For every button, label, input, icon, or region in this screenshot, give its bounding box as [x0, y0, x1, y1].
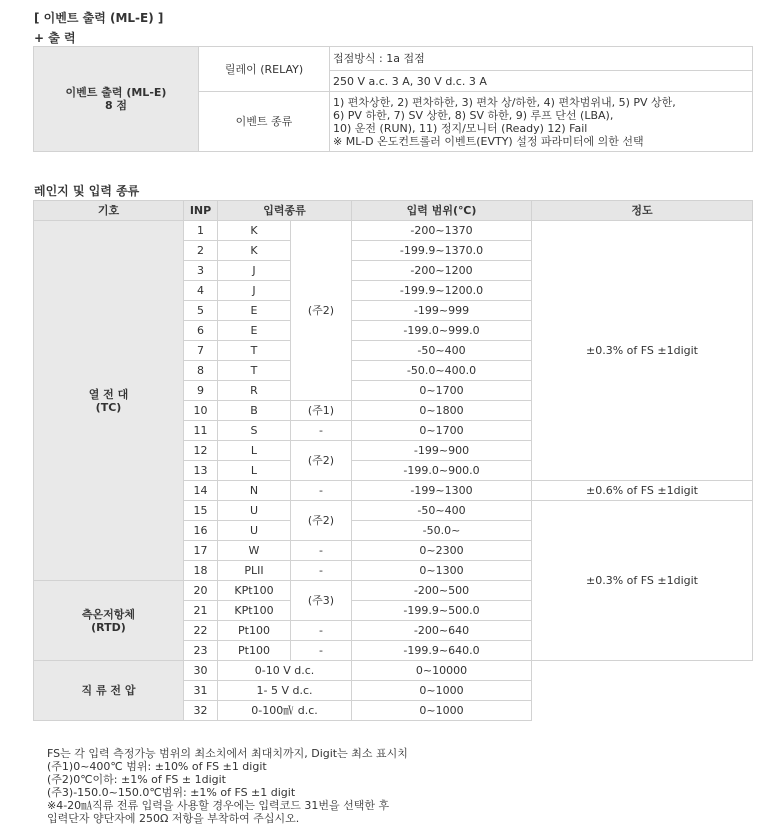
- inp-code-cell: 21: [184, 601, 218, 621]
- inp-code-cell: 4: [184, 281, 218, 301]
- note-ref-cell: -: [291, 641, 352, 661]
- note-ref-cell: (주1): [291, 401, 352, 421]
- input-type-cell: E: [218, 321, 291, 341]
- input-group-label: [34, 221, 184, 581]
- inp-code-cell: 20: [184, 581, 218, 601]
- input-type-cell: U: [218, 521, 291, 541]
- input-range-cell: -50.0~400.0: [352, 361, 532, 381]
- input-range-cell: -199.9~500.0: [352, 601, 532, 621]
- inp-code-cell: 2: [184, 241, 218, 261]
- input-group-label-line1: 직 류 전 압: [81, 684, 136, 697]
- event-output-title: [ 이벤트 출력 (ML-E) ]: [34, 11, 164, 25]
- input-type-cell: J: [218, 261, 291, 281]
- input-range-cell: -199~900: [352, 441, 532, 461]
- input-range-cell: 0~2300: [352, 541, 532, 561]
- input-type-cell: KPt100: [218, 581, 291, 601]
- input-group-label-line2: (RTD): [91, 620, 126, 634]
- inp-code-cell: 8: [184, 361, 218, 381]
- input-range-cell: -199~999: [352, 301, 532, 321]
- input-range-cell: 0~1700: [352, 421, 532, 441]
- event-type-line: 1) 편차상한, 2) 편차하한, 3) 편차 상/하한, 4) 편차범위내, 5) PV 상한,: [333, 95, 676, 109]
- note-ref-cell: -: [291, 421, 352, 441]
- footnote: (주2)0℃이하: ±1% of FS ± 1digit: [47, 773, 226, 786]
- inp-code-cell: 16: [184, 521, 218, 541]
- note-ref-cell: -: [291, 561, 352, 581]
- input-type-cell: L: [218, 441, 291, 461]
- input-type-cell: 0-100㎷ d.c.: [218, 701, 352, 721]
- input-range-cell: -200~1370: [352, 221, 532, 241]
- event-type-label: 이벤트 종류: [199, 92, 330, 152]
- input-group-label-line1: 열 전 대: [88, 387, 129, 401]
- inp-code-cell: 23: [184, 641, 218, 661]
- event-type-line: 6) PV 하한, 7) SV 상한, 8) SV 하한, 9) 루프 단선 (LBA),: [333, 108, 614, 122]
- header-inp: INP: [184, 201, 218, 221]
- input-range-cell: -50~400: [352, 501, 532, 521]
- event-output-label-line2: 8 점: [104, 99, 128, 112]
- input-type-cell: T: [218, 361, 291, 381]
- relay-label: 릴레이 (RELAY): [199, 47, 330, 92]
- input-range-cell: -199.9~1200.0: [352, 281, 532, 301]
- footnote: ※4-20㎃직류 전류 입력을 사용할 경우에는 입력코드 31번을 선택한 후: [47, 799, 390, 812]
- footnote: (주1)0~400℃ 범위: ±10% of FS ±1 digit: [47, 760, 267, 773]
- inp-code-cell: 17: [184, 541, 218, 561]
- relay-contact: 접점방식 : 1a 접점: [330, 47, 753, 71]
- footnote: FS는 각 입력 측정가능 범위의 최소치에서 최대치까지, Digit는 최소 표시치: [47, 747, 408, 760]
- input-range-cell: -50~400: [352, 341, 532, 361]
- input-type-cell: R: [218, 381, 291, 401]
- input-type-cell: W: [218, 541, 291, 561]
- note-ref-cell: (주2): [291, 441, 352, 481]
- inp-code-cell: 11: [184, 421, 218, 441]
- input-range-cell: -199.0~999.0: [352, 321, 532, 341]
- input-type-cell: K: [218, 221, 291, 241]
- input-type-cell: J: [218, 281, 291, 301]
- input-range-cell: -200~640: [352, 621, 532, 641]
- table-row: [34, 221, 753, 241]
- note-ref-cell: (주3): [291, 581, 352, 621]
- input-range-cell: 0~1800: [352, 401, 532, 421]
- inp-code-cell: 31: [184, 681, 218, 701]
- input-type-cell: Pt100: [218, 641, 291, 661]
- event-type-line: ※ ML-D 온도컨트롤러 이벤트(EVTY) 설정 파라미터에 의한 선택: [333, 134, 644, 148]
- input-type-cell: 1- 5 V d.c.: [218, 681, 352, 701]
- inp-code-cell: 9: [184, 381, 218, 401]
- inp-code-cell: 12: [184, 441, 218, 461]
- footnote: (주3)-150.0~150.0℃범위: ±1% of FS ±1 digit: [47, 786, 296, 799]
- input-type-cell: 0-10 V d.c.: [218, 661, 352, 681]
- footnote: 입력단자 양단자에 250Ω 저항을 부착하여 주십시오.: [47, 812, 300, 825]
- input-range-cell: 0~1300: [352, 561, 532, 581]
- input-group-label-line2: (TC): [95, 400, 122, 414]
- relay-rating: 250 V a.c. 3 A, 30 V d.c. 3 A: [330, 71, 753, 92]
- input-range-cell: 0~10000: [352, 661, 532, 681]
- accuracy-cell: ±0.3% of FS ±1digit: [532, 221, 753, 481]
- input-type-cell: K: [218, 241, 291, 261]
- accuracy-cell: ±0.3% of FS ±1digit: [532, 501, 753, 661]
- input-group-label-line1: 측온저항체: [81, 607, 136, 621]
- event-output-label-line1: 이벤트 출력 (ML-E): [65, 86, 167, 99]
- inp-code-cell: 22: [184, 621, 218, 641]
- event-output-table: [33, 46, 753, 152]
- input-range-cell: -199~1300: [352, 481, 532, 501]
- header-symbol: 기호: [34, 201, 184, 221]
- input-range-cell: -200~500: [352, 581, 532, 601]
- input-range-cell: 0~1000: [352, 701, 532, 721]
- input-range-cell: -50.0~: [352, 521, 532, 541]
- inp-code-cell: 3: [184, 261, 218, 281]
- input-type-cell: N: [218, 481, 291, 501]
- inp-code-cell: 18: [184, 561, 218, 581]
- input-type-cell: U: [218, 501, 291, 521]
- input-range-cell: -199.9~1370.0: [352, 241, 532, 261]
- note-ref-cell: (주2): [291, 501, 352, 541]
- range-section-title: 레인지 및 입력 종류: [34, 184, 140, 198]
- note-ref-cell: -: [291, 621, 352, 641]
- footnotes: [47, 747, 408, 825]
- input-type-cell: E: [218, 301, 291, 321]
- input-type-cell: L: [218, 461, 291, 481]
- note-ref-cell: -: [291, 481, 352, 501]
- event-type-line: 10) 운전 (RUN), 11) 정지/모니터 (Ready) 12) Fail: [333, 121, 588, 135]
- inp-code-cell: 6: [184, 321, 218, 341]
- header-input-type: 입력종류: [218, 201, 352, 221]
- inp-code-cell: 1: [184, 221, 218, 241]
- header-accuracy: 정도: [532, 201, 753, 221]
- input-type-cell: KPt100: [218, 601, 291, 621]
- header-input-range: 입력 범위(℃): [352, 201, 532, 221]
- output-subtitle: + 출 력: [34, 31, 76, 45]
- note-ref-cell: -: [291, 541, 352, 561]
- range-table: [33, 200, 753, 721]
- inp-code-cell: 15: [184, 501, 218, 521]
- inp-code-cell: 14: [184, 481, 218, 501]
- input-range-cell: -200~1200: [352, 261, 532, 281]
- input-range-cell: -199.9~640.0: [352, 641, 532, 661]
- note-ref-cell: (주2): [291, 221, 352, 401]
- input-type-cell: S: [218, 421, 291, 441]
- inp-code-cell: 13: [184, 461, 218, 481]
- table-row: [34, 661, 753, 681]
- input-type-cell: B: [218, 401, 291, 421]
- inp-code-cell: 30: [184, 661, 218, 681]
- inp-code-cell: 10: [184, 401, 218, 421]
- input-type-cell: T: [218, 341, 291, 361]
- input-group-label: [34, 581, 184, 661]
- input-range-cell: 0~1000: [352, 681, 532, 701]
- event-type-list: [330, 92, 753, 152]
- input-range-cell: -199.0~900.0: [352, 461, 532, 481]
- inp-code-cell: 32: [184, 701, 218, 721]
- input-type-cell: PLII: [218, 561, 291, 581]
- input-type-cell: Pt100: [218, 621, 291, 641]
- input-range-cell: 0~1700: [352, 381, 532, 401]
- inp-code-cell: 7: [184, 341, 218, 361]
- accuracy-cell: ±0.6% of FS ±1digit: [532, 481, 753, 501]
- inp-code-cell: 5: [184, 301, 218, 321]
- input-group-label: [34, 661, 184, 721]
- event-output-label: [34, 47, 199, 152]
